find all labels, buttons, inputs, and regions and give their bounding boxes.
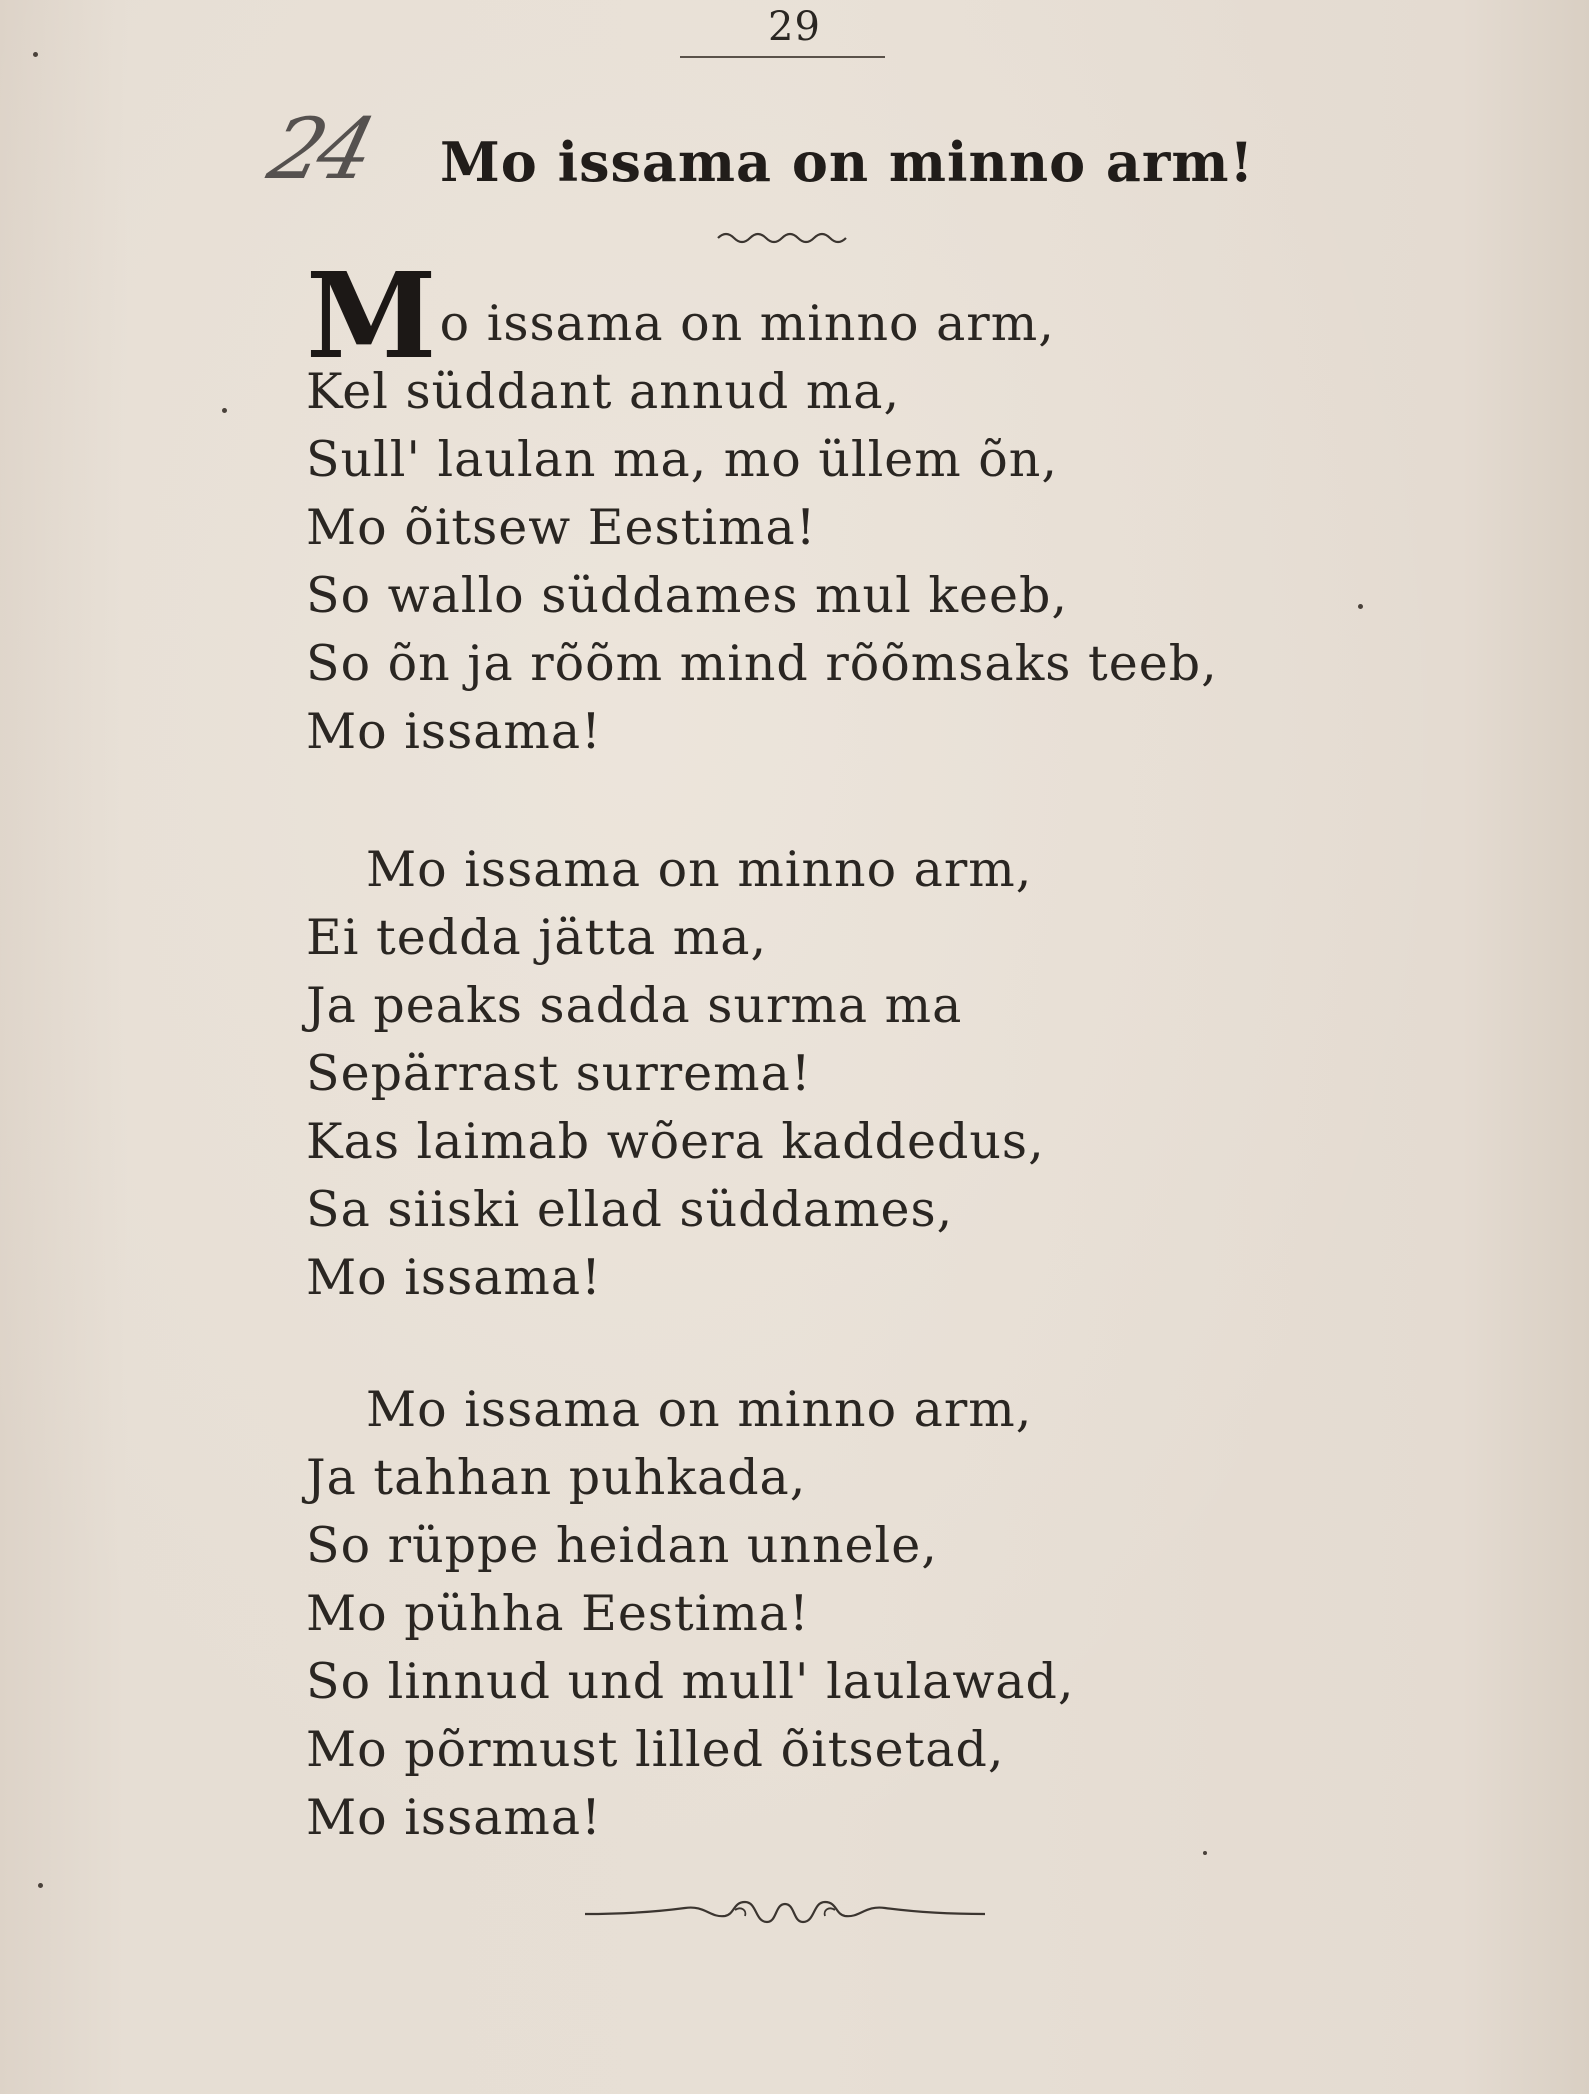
wavy-rule-icon <box>716 228 856 248</box>
poem-line <box>306 246 1218 385</box>
stanza-2 <box>306 836 1045 1312</box>
paper-speck <box>33 52 38 57</box>
page-number-rule <box>680 56 885 58</box>
poem-line: Mo issama on minno arm, <box>366 841 1033 898</box>
handwritten-poem-number: 24 <box>259 100 380 198</box>
poem-line: Sa siiski ellad süddames, <box>306 1181 954 1238</box>
poem-line: Sull' laulan ma, mo üllem õn, <box>306 431 1058 488</box>
paper-speck <box>38 1883 43 1888</box>
drop-cap: M <box>306 246 438 385</box>
flourish-icon <box>585 1888 985 1938</box>
paper-speck <box>222 408 227 413</box>
paper-speck <box>1358 604 1363 609</box>
poem-line: Ja tahhan puhkada, <box>306 1449 807 1506</box>
poem-line: So linnud und mull' laulawad, <box>306 1653 1075 1710</box>
paper-speck <box>1203 1851 1207 1855</box>
stanza-3 <box>306 1376 1075 1852</box>
poem-line: Mo pühha Eestima! <box>306 1585 810 1642</box>
poem-line: Kas laimab wõera kaddedus, <box>306 1113 1045 1170</box>
poem-line: So õn ja rõõm mind rõõmsaks teeb, <box>306 635 1218 692</box>
poem-line: Mo õitsew Eestima! <box>306 499 817 556</box>
poem-line: So wallo süddames mul keeb, <box>306 567 1068 624</box>
poem-line: Mo issama! <box>306 1789 602 1846</box>
stanza-1 <box>306 246 1218 766</box>
poem-line: Ei tedda jätta ma, <box>306 909 768 966</box>
poem-title: Mo issama on minno arm! <box>440 130 1255 194</box>
poem-line: Ja peaks sadda surma ma <box>306 977 963 1034</box>
poem-line: Mo issama! <box>306 1249 602 1306</box>
poem-line: So rüppe heidan unnele, <box>306 1517 938 1574</box>
poem-line: Sepärrast surrema! <box>306 1045 812 1102</box>
poem-line: Mo issama on minno arm, <box>366 1381 1033 1438</box>
poem-line: Mo põrmust lilled õitsetad, <box>306 1721 1005 1778</box>
poem-line: Mo issama! <box>306 703 602 760</box>
first-line-rest: o issama on minno arm, <box>439 295 1055 352</box>
page-number: 29 <box>768 4 821 50</box>
poem-line: Kel süddant annud ma, <box>306 363 901 420</box>
